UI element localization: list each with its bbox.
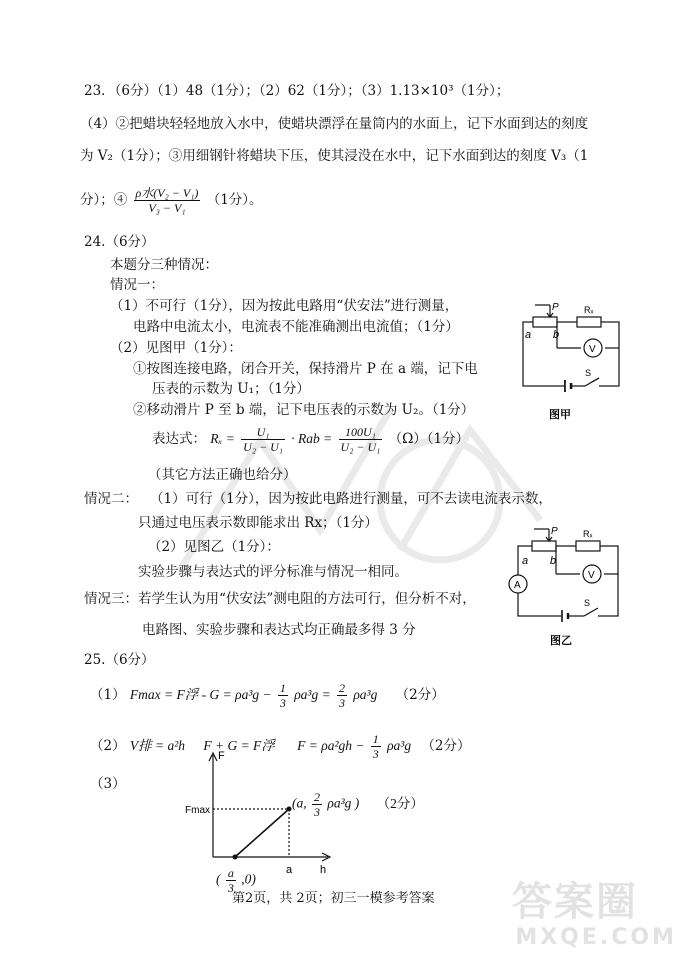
- q24-case2-title: 情况二：: [84, 491, 138, 507]
- start-point: [233, 855, 238, 860]
- part1-fraction-1: [278, 681, 288, 710]
- fraction-denominator: 3: [279, 696, 286, 710]
- part2-expr-1: V排 = a²h: [129, 738, 186, 753]
- fraction-denominator: U₂ − U₁: [243, 440, 283, 454]
- expr-fraction-1: [241, 425, 285, 454]
- end-point: [287, 807, 292, 812]
- q24-intro: 本题分三种情况：: [110, 257, 218, 273]
- part2-fraction: [371, 732, 381, 761]
- caption-fig-a: 图甲: [549, 409, 571, 421]
- fraction-numerator: 2: [339, 681, 346, 695]
- expr-mid: · Rab =: [291, 431, 333, 446]
- rheostat-symbol: [533, 317, 557, 327]
- start-point-post: ,0): [241, 871, 256, 887]
- part1-label: （1）: [90, 687, 126, 703]
- end-point-label: [292, 790, 424, 819]
- q24-c1-line3: （2）见图甲（1分）：: [110, 340, 242, 356]
- label-s: S: [585, 368, 592, 378]
- graph-line: [235, 809, 289, 857]
- label-p: P: [551, 526, 558, 537]
- fraction-numerator: a: [227, 866, 234, 880]
- logo-url: MXQE.COM: [515, 925, 677, 950]
- q23-line1: 23．（6分）（1）48（1分）；（2）62（1分）；（3）1.13×10³（1分）；: [84, 83, 510, 99]
- fraction-numerator: ρ水(V₂ − V₁): [135, 186, 199, 200]
- fraction-denominator: U₂ − U₁: [340, 440, 381, 454]
- q24-c2-line2: 只通过电压表示数即能求出 Rx；（1分）: [138, 515, 378, 531]
- logo-text: 答案圈: [512, 879, 638, 925]
- label-a: a: [525, 329, 532, 341]
- label-b: b: [550, 555, 557, 567]
- fraction-denominator: 3: [227, 881, 234, 895]
- label-s: S: [584, 598, 591, 608]
- label-v: V: [588, 570, 595, 581]
- q23-line4-post: （1分）。: [206, 192, 263, 208]
- label-rx: Rₓ: [584, 305, 594, 315]
- fraction-denominator: 3: [372, 747, 379, 761]
- q24-c1-line2: 电路中电流太小，电流表不能准确测出电流值；（1分）: [133, 319, 459, 335]
- end-point-pre: (a,: [292, 795, 307, 811]
- part2-expr-2: F + G = F浮: [203, 738, 275, 753]
- expr-tail: （Ω）（1分）: [388, 431, 470, 447]
- label-p: P: [552, 302, 559, 313]
- part1-expr-a: Fmax = F浮 - G = ρa³g −: [129, 687, 272, 702]
- fmax-tick-label: Fmax: [185, 805, 210, 816]
- q23-line2: （4）②把蜡块轻轻地放入水中，使蜡块漂浮在量筒内的水面上，记下水面到达的刻度: [80, 116, 589, 132]
- q24-c1-line6: ②移动滑片 P 至 b 端，记下电压表的示数为 U₂。（1分）: [133, 402, 475, 418]
- part3-score: （2分）: [376, 795, 424, 811]
- expr-label: 表达式：: [152, 431, 206, 447]
- q24-c1-other: （其它方法正确也给分）: [148, 467, 297, 483]
- q23-line4: [80, 186, 263, 215]
- resistor-rx-symbol: [577, 317, 601, 327]
- corner-logo: [512, 880, 677, 962]
- label-a: a: [522, 555, 529, 567]
- part2-score: （2分）: [421, 738, 471, 754]
- circuit-diagram-a: [505, 300, 635, 425]
- fraction-numerator: 100U₁: [339, 425, 383, 440]
- a-tick-label: a: [286, 864, 293, 876]
- fraction-denominator: V₃ − V₁: [148, 201, 186, 215]
- q24-c2-line3: （2）见图乙（1分）：: [148, 539, 280, 555]
- q24-c1-line4: ①按图连接电路，闭合开关，保持滑片 P 在 a 端，记下电: [133, 361, 478, 377]
- expr-lhs: Rₓ =: [210, 431, 235, 446]
- fraction-denominator: 3: [314, 805, 320, 819]
- part1-expr-b: ρa³g =: [294, 687, 331, 702]
- q24-c3-line1: 若学生认为用“伏安法”测电阻的方法可行，但分析不对，: [138, 591, 476, 607]
- q23-density-fraction: [134, 186, 201, 215]
- q25-part1: [90, 681, 445, 710]
- start-point-pre: (: [216, 871, 221, 887]
- q24-c3-line2: 电路图、实验步骤和表达式均正确最多得 3 分: [142, 622, 416, 638]
- force-depth-graph: [180, 745, 340, 895]
- fraction-numerator: 1: [372, 732, 379, 746]
- q24-c1-line1: （1）不可行（1分），因为按此电路用“伏安法”进行测量，: [110, 298, 459, 314]
- part1-score: （2分）: [395, 687, 445, 703]
- q24-case3-title: 情况三：: [84, 591, 138, 607]
- label-rx: Rₓ: [583, 529, 593, 539]
- fraction-numerator: U₁: [241, 425, 285, 440]
- part2-expr-3: F = ρa²gh −: [297, 738, 365, 753]
- label-ammeter: A: [514, 580, 521, 591]
- end-point-fraction: [312, 790, 322, 819]
- q23-line4-pre: 分）；④: [80, 192, 128, 208]
- label-v: V: [589, 344, 596, 355]
- part3-label: （3）: [90, 776, 126, 792]
- x-axis-label: h: [320, 864, 327, 876]
- q24-case1-title: 情况一：: [110, 277, 164, 293]
- q25-title: 25.（6分）: [84, 652, 155, 668]
- fraction-denominator: 3: [339, 696, 346, 710]
- expr-fraction-2: [339, 425, 383, 454]
- end-point-post: ρa³g ): [327, 795, 360, 811]
- q24-title: 24.（6分）: [84, 234, 155, 250]
- q24-c2-line4: 实验步骤与表达式的评分标准与情况一相同。: [138, 564, 408, 580]
- q24-c2-line1: （1）可行（1分），因为按此电路进行测量，可不去读电流表示数，: [150, 491, 552, 507]
- fraction-numerator: 2: [314, 790, 320, 804]
- part1-fraction-2: [337, 681, 347, 710]
- label-b: b: [553, 329, 560, 341]
- part2-expr-4: ρa³g: [387, 738, 412, 753]
- page-footer: 第2页，共 2页；初三一模参考答案: [232, 891, 435, 906]
- q24-c1-line5: 压表的示数为 U₁；（1分）: [152, 381, 310, 397]
- q23-line3: 为 V₂（1分）；③用细钢针将蜡块下压，使其浸没在水中，记下水面到达的刻度 V₃（1: [80, 148, 589, 164]
- part2-label: （2）: [90, 738, 126, 754]
- caption-fig-b: 图乙: [550, 635, 572, 647]
- part1-expr-c: ρa³g: [353, 687, 378, 702]
- y-axis-label: F: [218, 750, 225, 762]
- fraction-numerator: 1: [279, 681, 286, 695]
- circuit-diagram-b: [500, 522, 640, 650]
- q24-c1-expression: [152, 425, 469, 454]
